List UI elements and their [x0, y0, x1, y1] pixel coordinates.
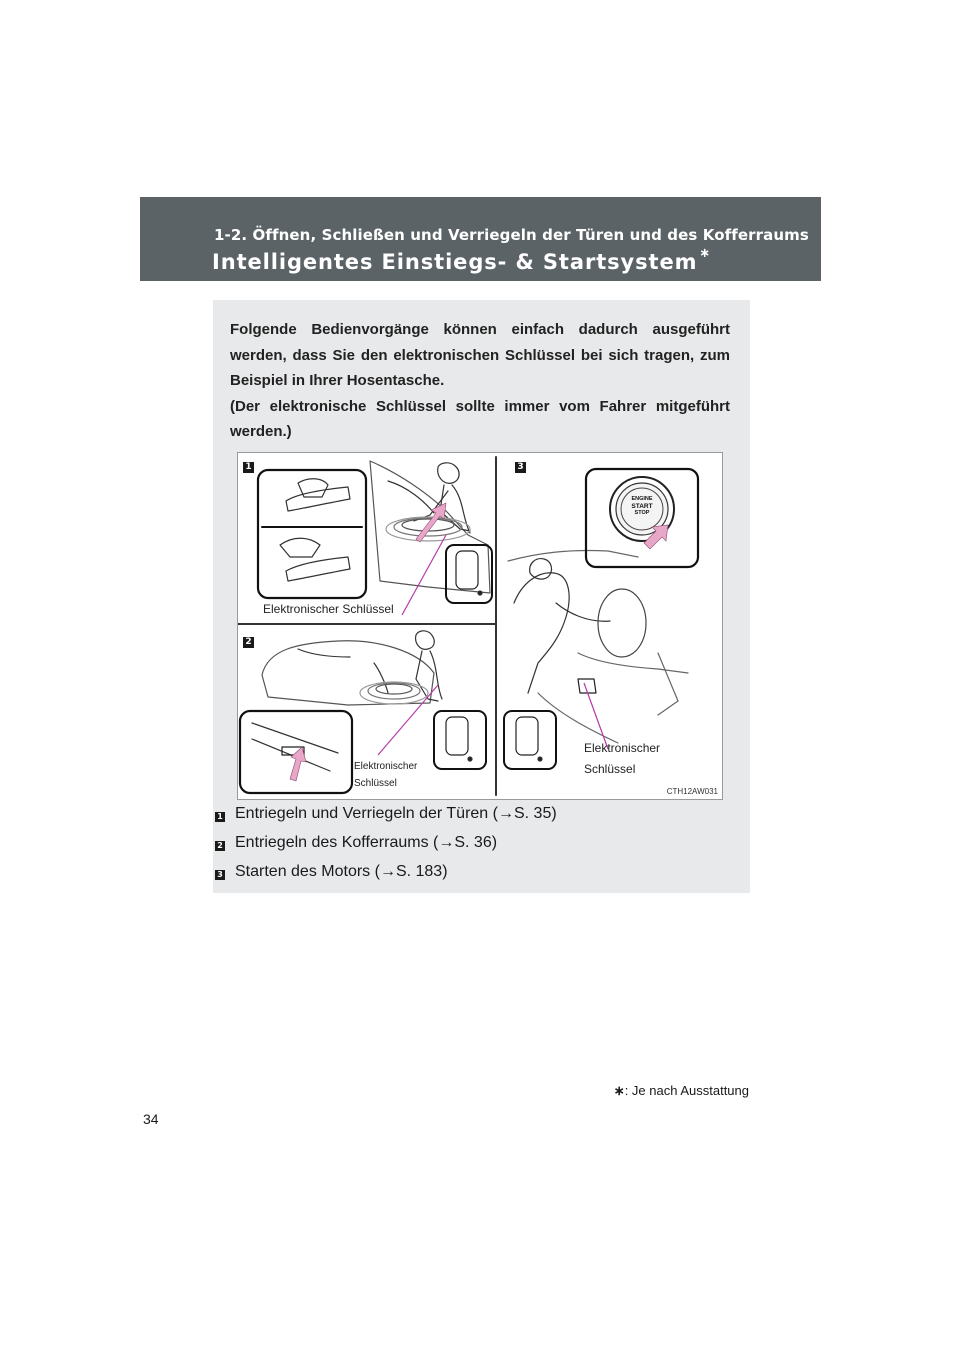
intro-paragraph-2: (Der elektronische Schlüssel sollte immer vom Fahrer mitgeführt werden.): [230, 397, 730, 440]
intro-paragraph-1: Folgende Bedienvorgänge können einfach dadurch ausgeführt werden, dass Sie den elektronischen Schlüssel bei sich tragen, zum Beispiel in Ihrer Hosentasche.: [230, 321, 730, 389]
button-line-start: START: [631, 503, 653, 510]
step-number: 3: [215, 870, 225, 880]
page-title-text: Intelligentes Einstiegs- & Startsystem: [212, 250, 698, 274]
step-text: Entriegeln des Kofferraums (→S. 36): [235, 834, 498, 851]
button-line-stop: STOP: [634, 510, 650, 516]
illustration-figure: [237, 452, 723, 800]
electronic-key-label-2-line-1: Elektronischer: [354, 761, 418, 772]
step-number: 2: [215, 841, 225, 851]
figure-panel-number-2: 2: [243, 637, 254, 648]
button-line-engine: ENGINE: [631, 496, 653, 502]
step-number: 1: [215, 812, 225, 822]
figure-code: CTH12AW031: [666, 787, 718, 796]
section-title: 1-2. Öffnen, Schließen und Verriegeln der Türen und des Kofferraums: [214, 226, 809, 244]
footnote-mark: ∗: [699, 246, 712, 261]
page-number: 34: [143, 1111, 159, 1127]
electronic-key-label-2: [354, 758, 417, 792]
page-title: [212, 246, 712, 274]
footnote: [614, 1083, 749, 1099]
electronic-key-label-3-line-1: Elektronischer: [584, 741, 661, 755]
start-stop-button-label: [620, 496, 664, 517]
step-text: Entriegeln und Verriegeln der Türen (→S. 35): [235, 805, 557, 822]
footnote-star: ∗: [613, 1083, 625, 1098]
content-box: [213, 300, 750, 893]
figure-panel-number-3: 3: [515, 462, 526, 473]
electronic-key-label-1: Elektronischer Schlüssel: [263, 602, 394, 616]
footnote-text: : Je nach Ausstattung: [624, 1083, 749, 1098]
electronic-key-label-3-line-2: Schlüssel: [584, 762, 636, 776]
figure-panel-number-1: 1: [243, 462, 254, 473]
electronic-key-label-3: [584, 738, 660, 780]
electronic-key-label-2-line-2: Schlüssel: [354, 778, 397, 789]
step-text: Starten des Motors (→S. 183): [235, 863, 448, 880]
press-arrow-panel-2: [290, 747, 306, 781]
intro-text: [230, 317, 730, 445]
section-header: [140, 197, 821, 281]
